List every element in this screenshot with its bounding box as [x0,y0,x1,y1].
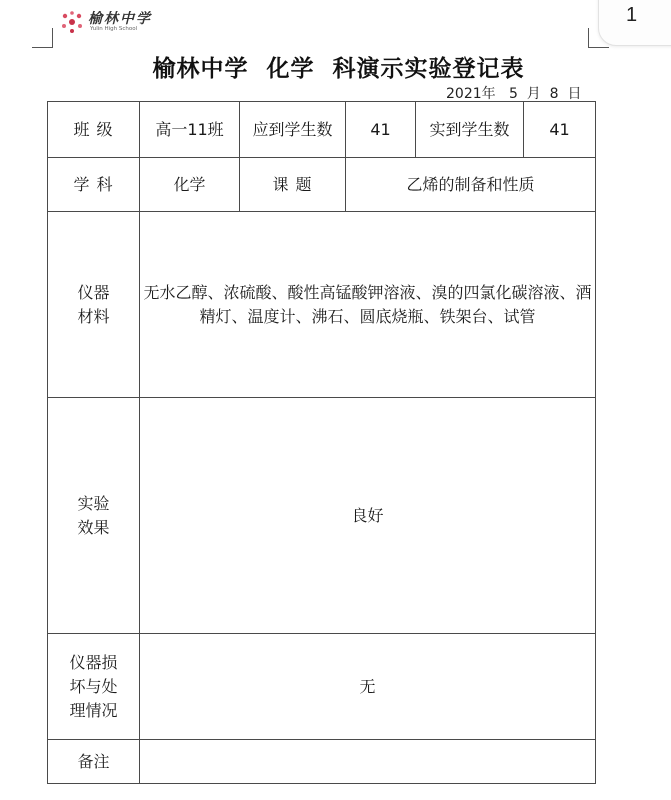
topic-value: 乙烯的制备和性质 [346,158,596,212]
effect-label-line1: 实验 [77,493,110,513]
class-value: 高一11班 [140,102,240,158]
table-row-remarks [48,740,596,784]
damage-value: 无 [140,634,596,740]
damage-label-line1: 仪器损 [69,652,118,672]
school-logo [60,8,170,38]
table-row-class [48,102,596,158]
crop-mark-right-horizontal [588,47,609,48]
record-date: 2021年 5 月 8 日 [446,86,582,102]
subject-label: 学 科 [48,158,140,212]
remarks-value [140,740,596,784]
materials-label-line1: 仪器 [77,282,110,302]
remarks-label: 备注 [48,740,140,784]
topic-label: 课 题 [240,158,346,212]
materials-value-cell [140,212,596,398]
expected-students-value: 41 [346,102,416,158]
materials-value: 无水乙醇、浓硫酸、酸性高锰酸钾溶液、溴的四氯化碳溶液、酒精灯、温度计、沸石、圆底烧瓶、铁架台、试管 [143,282,592,326]
expected-students-label: 应到学生数 [240,102,346,158]
school-emblem-icon [60,10,84,34]
crop-mark-right-vertical [588,28,589,48]
actual-students-value: 41 [524,102,596,158]
logo-school-name: 榆林中学 [88,11,152,27]
subject-value: 化学 [140,158,240,212]
actual-students-label: 实到学生数 [416,102,524,158]
table-row-effect [48,398,596,634]
materials-label-line2: 材料 [77,306,110,326]
table-row-damage [48,634,596,740]
effect-value: 良好 [140,398,596,634]
table-row-materials [48,212,596,398]
damage-label [48,634,140,740]
experiment-record-table [47,101,596,784]
effect-label-line2: 效果 [77,517,110,537]
crop-mark-left-vertical [52,28,53,48]
table-row-subject [48,158,596,212]
page-title: 榆林中学 化学 科演示实验登记表 [152,56,525,82]
class-label: 班 级 [48,102,140,158]
damage-label-line3: 理情况 [69,700,118,720]
effect-label [48,398,140,634]
damage-label-line2: 坏与处 [69,676,118,696]
page-number: 1 [626,4,638,26]
materials-label [48,212,140,398]
logo-school-name-en: Yulin High School [90,26,138,32]
crop-mark-left-horizontal [32,47,53,48]
